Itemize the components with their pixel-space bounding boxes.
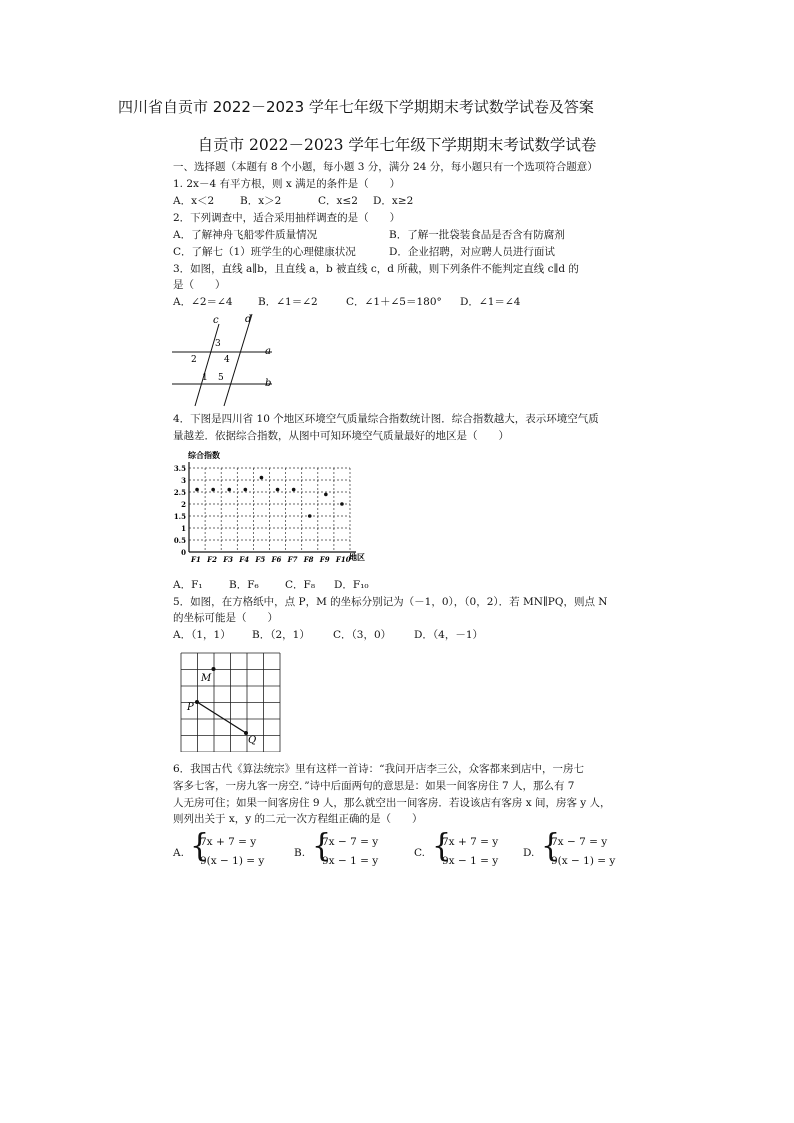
q5-stem-line1: 5．如图，在方格纸中，点 P，M 的坐标分别记为（－1，0），（0，2）．若 MN∥PQ，则点 N <box>173 596 608 608</box>
q3-option-c: C．∠1＋∠5＝180° <box>346 296 442 308</box>
y-tick-label-3: 1.5 <box>173 512 186 521</box>
label-angle-4: 4 <box>224 355 230 365</box>
data-point-F5 <box>260 476 264 480</box>
q6-line1: 6．我国古代《算法统宗》里有这样一首诗：“我问开店李三公，众客都来到店中，一房七 <box>173 763 585 775</box>
data-point-F4 <box>244 488 248 492</box>
q5-stem-line2: 的坐标可能是（ ） <box>173 612 278 624</box>
q4-stem-line2: 量越差．依据综合指数，从图中可知环境空气质量最好的地区是（ ） <box>173 430 509 442</box>
x-tick-label-1: F2 <box>207 555 217 564</box>
q6-option-c-eq1: 7x + 7 = y <box>442 836 499 848</box>
q6-line4: 则列出关于 x，y 的二元一次方程组正确的是（ ） <box>173 813 423 825</box>
label-angle-3: 3 <box>215 339 221 349</box>
y-tick-label-5: 2.5 <box>173 488 186 497</box>
q6-option-d-eq1: 7x − 7 = y <box>551 836 608 848</box>
y-tick-label-7: 3.5 <box>173 464 186 473</box>
q6-option-b-label: B. <box>294 847 306 859</box>
q6-option-a-eq2: 9(x − 1) = y <box>200 855 265 867</box>
q5-option-a: A．（1，1） <box>173 629 231 641</box>
y-tick-label-2: 1 <box>181 524 186 533</box>
data-point-F8 <box>308 514 312 518</box>
q3-option-d: D．∠1＝∠4 <box>460 296 521 308</box>
q5-option-d: D．（4，－1） <box>414 629 484 641</box>
data-point-F1 <box>195 488 199 492</box>
q1-option-b: B．x＞2 <box>240 195 282 207</box>
q3-stem-line2: 是（ ） <box>173 279 226 291</box>
q4-option-d: D．F₁₀ <box>334 579 369 591</box>
label-angle-2: 2 <box>191 355 197 365</box>
chart-y-axis-label: 综合指数 <box>188 450 220 460</box>
q4-air-quality-chart <box>172 448 368 570</box>
q4-stem-line1: 4．下图是四川省 10 个地区环境空气质量综合指数统计图．综合指数越大，表示环境空气质 <box>173 413 599 425</box>
point-m <box>212 667 216 671</box>
q2-stem: 2．下列调查中，适合采用抽样调查的是（ ） <box>173 212 401 224</box>
section-heading: 一、选择题（本题有 8 个小题，每小题 3 分，满分 24 分，每小题只有一个选项符合题意） <box>173 161 598 173</box>
chart-y-tick-labels <box>174 464 186 557</box>
x-tick-label-5: F6 <box>271 555 282 564</box>
x-tick-label-0: F1 <box>191 555 201 564</box>
label-m: M <box>201 673 212 684</box>
q6-option-a-eq1: 7x + 7 = y <box>200 836 257 848</box>
label-angle-5: 5 <box>218 373 224 383</box>
label-b: b <box>265 378 272 389</box>
q6-option-b-eq2: 9x − 1 = y <box>322 855 379 867</box>
q5-option-c: C．（3，0） <box>333 629 392 641</box>
q3-stem-line1: 3．如图，直线 a∥b，且直线 a，b 被直线 c，d 所截，则下列条件不能判定直线 c∥d 的 <box>173 263 579 275</box>
y-tick-label-1: 0.5 <box>173 536 186 545</box>
q1-option-a: A．x＜2 <box>173 195 215 207</box>
y-tick-label-6: 3 <box>181 476 186 485</box>
x-tick-label-4: F5 <box>255 555 266 564</box>
document-banner: 四川省自贡市 2022－2023 学年七年级下学期期末考试数学试卷及答案 <box>118 98 594 116</box>
data-point-F3 <box>227 488 231 492</box>
line-c <box>195 324 219 406</box>
q5-grid-figure <box>180 652 284 752</box>
y-tick-label-0: 0 <box>181 548 186 557</box>
q5-option-b: B．（2，1） <box>252 629 310 641</box>
q1-stem: 1. 2x－4 有平方根，则 x 满足的条件是（ ） <box>173 178 401 190</box>
x-tick-label-2: F3 <box>223 555 234 564</box>
q4-option-a: A．F₁ <box>173 579 203 591</box>
q6-option-b-brace: { <box>312 828 332 865</box>
x-tick-label-8: F9 <box>319 555 330 564</box>
q6-line2: 客多七客，一房九客一房空．”诗中后面两句的意思是：如果一间客房住 7 人，那么有 7 <box>173 780 575 792</box>
q1-option-d: D．x≥2 <box>373 195 414 207</box>
chart-axes <box>189 462 356 552</box>
q6-option-d-eq2: 9(x − 1) = y <box>551 855 616 867</box>
x-tick-label-7: F8 <box>303 555 314 564</box>
data-point-F6 <box>276 488 280 492</box>
q6-line3: 人无房可住；如果一间客房住 9 人，那么就空出一间客房．若设该店有客房 x 间，房客 y 人， <box>173 797 611 809</box>
label-p: P <box>187 702 194 713</box>
q6-option-c-label: C. <box>414 847 425 859</box>
segment-pq <box>197 702 246 733</box>
chart-x-axis-label: 地区 <box>349 552 365 562</box>
label-a: a <box>265 346 271 357</box>
chart-x-tick-labels <box>190 555 351 564</box>
y-tick-label-4: 2 <box>181 500 186 509</box>
label-c: c <box>213 315 219 326</box>
data-point-F7 <box>292 488 296 492</box>
point-p <box>195 700 199 704</box>
data-point-F9 <box>324 493 328 497</box>
q6-option-d-brace: { <box>541 828 561 865</box>
q6-option-b-eq1: 7x − 7 = y <box>322 836 379 848</box>
q6-option-d-label: D. <box>523 847 535 859</box>
data-point-F2 <box>211 488 215 492</box>
q4-option-c: C．F₈ <box>285 579 316 591</box>
q4-option-b: B．F₆ <box>229 579 259 591</box>
q1-option-c: C．x≤2 <box>318 195 358 207</box>
q2-option-b: B．了解一批袋装食品是否含有防腐剂 <box>389 229 565 241</box>
x-tick-label-6: F7 <box>287 555 298 564</box>
chart-grid <box>189 468 350 552</box>
label-angle-1: 1 <box>202 373 208 383</box>
x-tick-label-3: F4 <box>239 555 250 564</box>
q3-option-b: B．∠1＝∠2 <box>258 296 318 308</box>
q3-parallel-lines-figure <box>172 312 282 408</box>
q2-option-c: C．了解七（1）班学生的心理健康状况 <box>173 246 356 258</box>
q2-option-d: D．企业招聘，对应聘人员进行面试 <box>389 246 555 258</box>
q6-option-c-eq2: 9x − 1 = y <box>442 855 499 867</box>
q6-option-c-brace: { <box>432 828 452 865</box>
q2-option-a: A．了解神舟飞船零件质量情况 <box>173 229 318 241</box>
label-q: Q <box>248 735 257 746</box>
q6-option-a-label: A. <box>173 847 184 859</box>
exam-title: 自贡市 2022－2023 学年七年级下学期期末考试数学试卷 <box>197 136 597 154</box>
q3-option-a: A．∠2＝∠4 <box>173 296 233 308</box>
q6-option-a-brace: { <box>190 828 210 865</box>
data-point-F10 <box>340 502 344 506</box>
label-d: d <box>245 314 252 325</box>
x-tick-label-9: F10 <box>335 555 351 564</box>
